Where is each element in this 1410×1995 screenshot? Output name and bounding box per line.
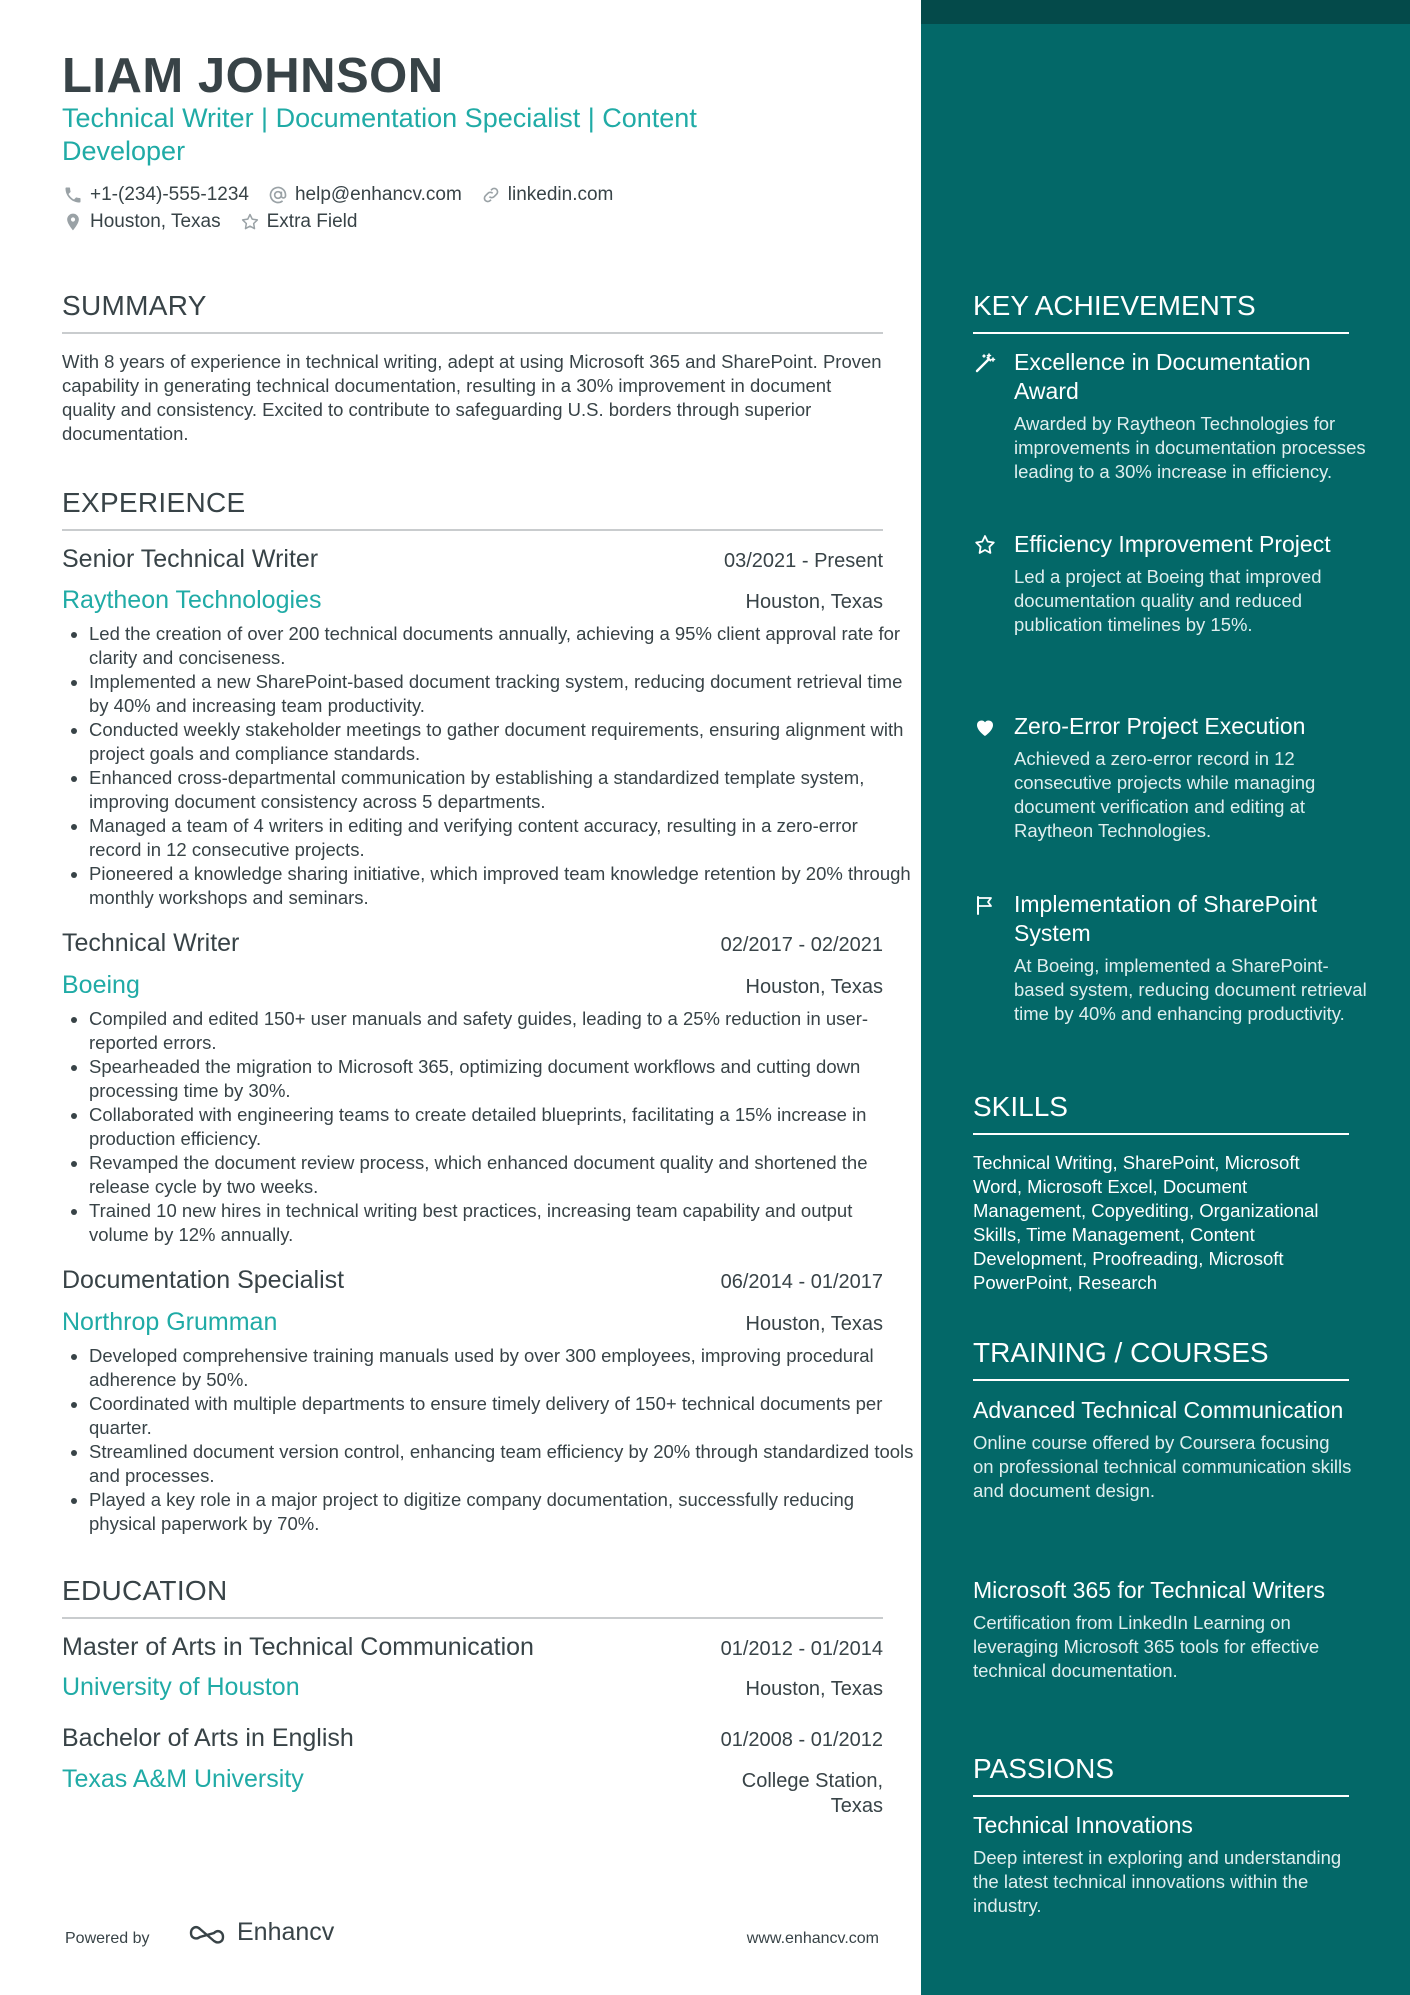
contact-row-1 bbox=[62, 184, 613, 206]
job-3-company-row bbox=[62, 1308, 883, 1337]
achievement-item bbox=[973, 530, 1368, 637]
edu-location: College Station, Texas bbox=[741, 1770, 883, 1817]
job-2-header bbox=[62, 929, 883, 958]
achievement-desc: At Boeing, implemented a SharePoint-based system, reducing document retrieval time by 40% and enhancing productivity. bbox=[1014, 955, 1367, 1024]
achievement-title: Efficiency Improvement Project bbox=[1014, 531, 1331, 557]
heart-icon bbox=[973, 715, 997, 739]
star-outline-icon bbox=[239, 211, 261, 233]
job-1-header bbox=[62, 545, 883, 574]
linkedin-text[interactable]: linkedin.com bbox=[507, 184, 614, 205]
course-desc: Online course offered by Coursera focusing on professional technical communication skills and document design. bbox=[973, 1432, 1352, 1501]
job-role: Documentation Specialist bbox=[62, 1266, 345, 1294]
contact-row-2 bbox=[62, 211, 357, 233]
achievement-desc: Achieved a zero-error record in 12 consecutive projects while managing document verification and editing at Raytheon Technologies. bbox=[1014, 748, 1316, 841]
job-location: Houston, Texas bbox=[745, 1313, 883, 1335]
contact-phone bbox=[62, 184, 249, 206]
training-heading: TRAINING / COURSES bbox=[973, 1337, 1349, 1381]
job-location: Houston, Texas bbox=[745, 976, 883, 998]
job-2-bullets bbox=[62, 1007, 914, 1247]
edu-2-header bbox=[62, 1724, 883, 1753]
job-dates: 06/2014 - 01/2017 bbox=[720, 1271, 883, 1293]
achievement-title: Excellence in Documentation Award bbox=[1014, 349, 1311, 404]
list-item: • Streamlined document version control, enhancing team efficiency by 20% through standardized tools and processes. bbox=[89, 1440, 914, 1488]
star-icon bbox=[973, 533, 997, 557]
achievement-item bbox=[973, 890, 1368, 1026]
edu-1-school-row bbox=[62, 1673, 883, 1702]
edu-school: Texas A&M University bbox=[62, 1765, 304, 1793]
edu-dates: 01/2008 - 01/2012 bbox=[720, 1729, 883, 1751]
list-item: • Collaborated with engineering teams to create detailed blueprints, facilitating a 15% increase in production efficiency. bbox=[89, 1103, 914, 1151]
sidebar-top-band bbox=[921, 0, 1410, 24]
job-role: Technical Writer bbox=[62, 929, 240, 957]
edu-1-header bbox=[62, 1633, 883, 1662]
location-pin-icon bbox=[62, 211, 84, 233]
powered-by-label: Powered by bbox=[65, 1930, 150, 1947]
experience-heading: EXPERIENCE bbox=[62, 487, 883, 531]
job-dates: 02/2017 - 02/2021 bbox=[720, 934, 883, 956]
edu-degree: Master of Arts in Technical Communication bbox=[62, 1633, 534, 1661]
achievement-item bbox=[973, 712, 1368, 843]
passions-heading: PASSIONS bbox=[973, 1753, 1349, 1797]
job-location: Houston, Texas bbox=[745, 591, 883, 613]
course-title: Microsoft 365 for Technical Writers bbox=[973, 1577, 1325, 1603]
enhancv-logo-icon bbox=[183, 1919, 231, 1947]
edu-dates: 01/2012 - 01/2014 bbox=[720, 1638, 883, 1660]
summary-heading: SUMMARY bbox=[62, 290, 883, 334]
enhancv-url[interactable]: www.enhancv.com bbox=[746, 1930, 879, 1947]
magic-wand-icon bbox=[973, 351, 997, 375]
list-item: • Played a key role in a major project to digitize company documentation, successfully reducing physical paperwork by 70%. bbox=[89, 1488, 914, 1536]
job-3-bullets bbox=[62, 1344, 914, 1536]
list-item: • Pioneered a knowledge sharing initiative, which improved team knowledge retention by 20% through monthly workshops and seminars. bbox=[89, 862, 914, 910]
achievement-item bbox=[973, 348, 1368, 484]
achievement-title: Zero-Error Project Execution bbox=[1014, 713, 1306, 739]
job-company: Boeing bbox=[62, 971, 140, 999]
passion-item bbox=[973, 1811, 1353, 1918]
edu-2-school-row bbox=[62, 1765, 883, 1819]
extra-text: Extra Field bbox=[266, 211, 358, 232]
list-item: • Spearheaded the migration to Microsoft 365, optimizing document workflows and cutting down processing time by 30%. bbox=[89, 1055, 914, 1103]
contact-extra bbox=[239, 211, 358, 233]
course-desc: Certification from LinkedIn Learning on leveraging Microsoft 365 tools for effective technical documentation. bbox=[973, 1612, 1320, 1681]
enhancv-logo[interactable] bbox=[183, 1918, 334, 1947]
job-role: Senior Technical Writer bbox=[62, 545, 319, 573]
job-3-header bbox=[62, 1266, 883, 1295]
skills-text: Technical Writing, SharePoint, Microsoft Word, Microsoft Excel, Document Management, Copyediting, Organizational Skills, Time Management, Content Development, Proofreading, Microsoft PowerPoint, Research bbox=[973, 1152, 1319, 1293]
phone-text[interactable]: +1-(234)-555-1234 bbox=[90, 184, 249, 205]
list-item: • Enhanced cross-departmental communication by establishing a standardized template system, improving document consistency across 5 departments. bbox=[89, 766, 914, 814]
at-icon bbox=[267, 184, 289, 206]
achievement-desc: Awarded by Raytheon Technologies for improvements in documentation processes leading to a 30% increase in efficiency. bbox=[1014, 413, 1366, 482]
candidate-title: Technical Writer | Documentation Specialist | Content Developer bbox=[62, 103, 697, 166]
edu-school: University of Houston bbox=[62, 1673, 300, 1701]
list-item: • Trained 10 new hires in technical writing best practices, increasing team capability and output volume by 12% annually. bbox=[89, 1199, 914, 1247]
contact-email bbox=[267, 184, 462, 206]
contact-location bbox=[62, 211, 221, 233]
education-heading: EDUCATION bbox=[62, 1575, 883, 1619]
enhancv-brand-text: Enhancv bbox=[237, 1918, 335, 1946]
list-item: • Coordinated with multiple departments to ensure timely delivery of 150+ technical documents per quarter. bbox=[89, 1392, 914, 1440]
list-item: • Revamped the document review process, which enhanced document quality and shortened the release cycle by two weeks. bbox=[89, 1151, 914, 1199]
phone-icon bbox=[62, 184, 84, 206]
course-item bbox=[973, 1576, 1353, 1683]
edu-location: Houston, Texas bbox=[745, 1678, 883, 1700]
course-item bbox=[973, 1396, 1353, 1503]
job-company: Raytheon Technologies bbox=[62, 586, 322, 614]
course-title: Advanced Technical Communication bbox=[973, 1397, 1344, 1423]
list-item: • Developed comprehensive training manuals used by over 300 employees, improving procedural adherence by 50%. bbox=[89, 1344, 914, 1392]
email-text[interactable]: help@enhancv.com bbox=[294, 184, 462, 205]
edu-degree: Bachelor of Arts in English bbox=[62, 1724, 354, 1752]
passion-title: Technical Innovations bbox=[973, 1812, 1193, 1838]
list-item: • Managed a team of 4 writers in editing and verifying content accuracy, resulting in a zero-error record in 12 consecutive projects. bbox=[89, 814, 914, 862]
job-dates: 03/2021 - Present bbox=[724, 550, 883, 572]
link-icon bbox=[480, 184, 502, 206]
candidate-name: LIAM JOHNSON bbox=[62, 49, 444, 103]
job-2-company-row bbox=[62, 971, 883, 1000]
list-item: • Conducted weekly stakeholder meetings to gather document requirements, ensuring alignment with project goals and compliance standards. bbox=[89, 718, 914, 766]
location-text: Houston, Texas bbox=[90, 211, 221, 232]
contact-linkedin bbox=[480, 184, 614, 206]
job-1-bullets bbox=[62, 622, 914, 910]
skills-heading: SKILLS bbox=[973, 1091, 1349, 1135]
achievement-title: Implementation of SharePoint System bbox=[1014, 891, 1318, 946]
job-1-company-row bbox=[62, 586, 883, 615]
achievement-desc: Led a project at Boeing that improved documentation quality and reduced publication timelines by 15%. bbox=[1014, 566, 1322, 635]
list-item: • Implemented a new SharePoint-based document tracking system, reducing document retrieval time by 40% and increasing team productivity. bbox=[89, 670, 914, 718]
list-item: • Led the creation of over 200 technical documents annually, achieving a 95% client approval rate for clarity and conciseness. bbox=[89, 622, 914, 670]
flag-icon bbox=[973, 893, 997, 917]
sidebar-column bbox=[921, 0, 1410, 1995]
summary-text: With 8 years of experience in technical writing, adept at using Microsoft 365 and SharePoint. Proven capability in generating technical documentation, resulting in a 30% improvement in document quality and consistency. Excited to contribute to safeguarding U.S. borders through superior documentation. bbox=[62, 351, 882, 444]
passion-desc: Deep interest in exploring and understanding the latest technical innovations within the industry. bbox=[973, 1847, 1342, 1916]
job-company: Northrop Grumman bbox=[62, 1308, 278, 1336]
list-item: • Compiled and edited 150+ user manuals and safety guides, leading to a 25% reduction in user-reported errors. bbox=[89, 1007, 914, 1055]
achievements-heading: KEY ACHIEVEMENTS bbox=[973, 290, 1349, 334]
